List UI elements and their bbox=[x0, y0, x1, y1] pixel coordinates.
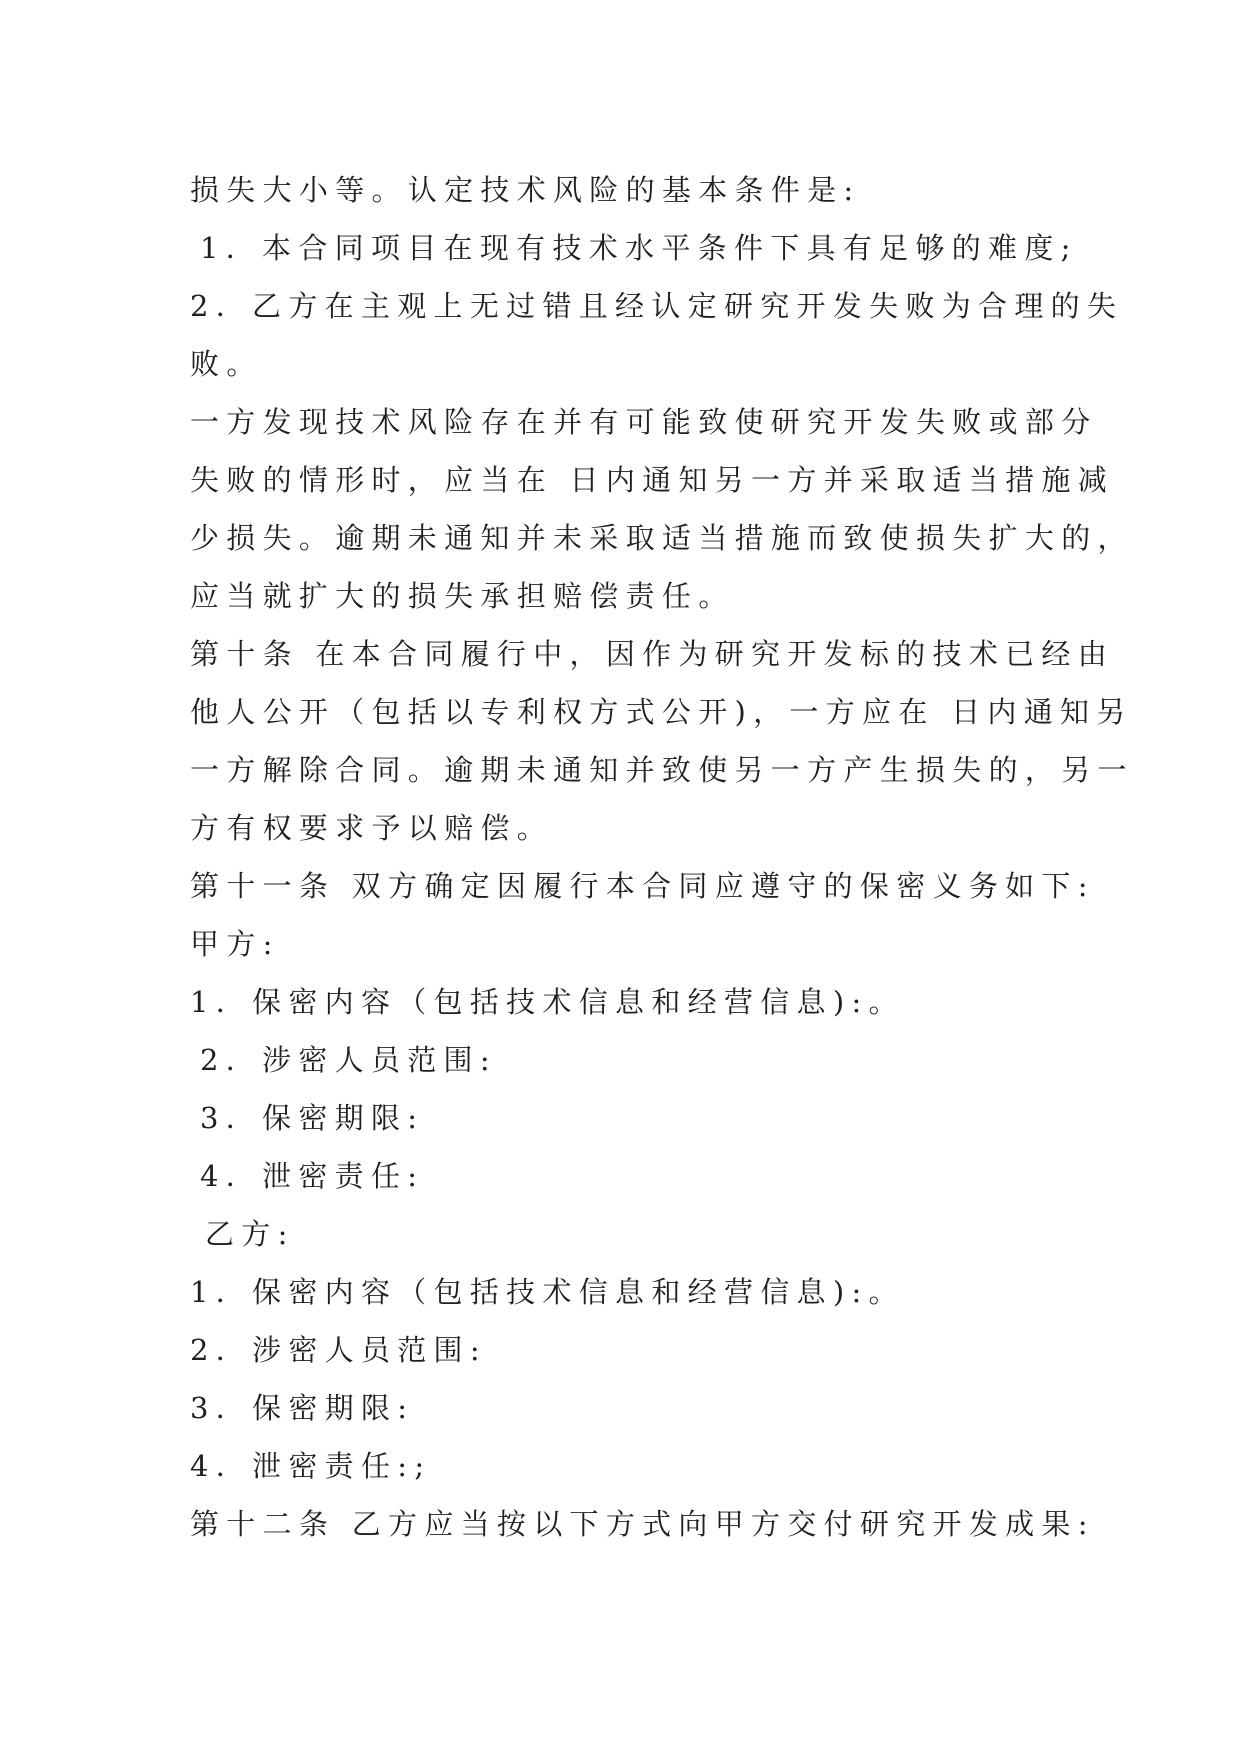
section-heading: 第十条 在本合同履行中，因作为研究开发标的技术已经由 bbox=[190, 637, 1115, 671]
list-item: 4．泄密责任: bbox=[200, 1159, 425, 1193]
text-line: 应当就扩大的损失承担赔偿责任。 bbox=[190, 579, 735, 613]
text-line: 损失大小等。认定技术风险的基本条件是: bbox=[190, 173, 861, 207]
section-heading: 第十二条 乙方应当按以下方式向甲方交付研究开发成果: bbox=[190, 1507, 1095, 1541]
list-item: 2．涉密人员范围: bbox=[190, 1333, 487, 1367]
section-heading: 第十一条 双方确定因履行本合同应遵守的保密义务如下: bbox=[190, 869, 1095, 903]
text-line: 他人公开（包括以专利权方式公开)，一方应在 日内通知另 bbox=[190, 695, 1133, 729]
list-item: 1．保密内容（包括技术信息和经营信息):。 bbox=[190, 985, 905, 1019]
text-line: 失败的情形时，应当在 日内通知另一方并采取适当措施减 bbox=[190, 463, 1115, 497]
text-line: 2．乙方在主观上无过错且经认定研究开发失败为合理的失 bbox=[190, 289, 1124, 323]
party-label: 乙方: bbox=[205, 1217, 295, 1251]
party-label: 甲方: bbox=[190, 927, 280, 961]
text-line: 一方解除合同。逾期未通知并致使另一方产生损失的，另一 bbox=[190, 753, 1134, 787]
text-line: 一方发现技术风险存在并有可能致使研究开发失败或部分 bbox=[190, 405, 1098, 439]
list-item: 3．保密期限: bbox=[190, 1391, 415, 1425]
list-item: 3．保密期限: bbox=[200, 1101, 425, 1135]
text-line: 少损失。逾期未通知并未采取适当措施而致使损失扩大的， bbox=[190, 521, 1134, 555]
text-line: 1．本合同项目在现有技术水平条件下具有足够的难度; bbox=[200, 231, 1078, 265]
list-item: 4．泄密责任:; bbox=[190, 1449, 432, 1483]
text-line: 败。 bbox=[190, 347, 263, 381]
list-item: 2．涉密人员范围: bbox=[200, 1043, 497, 1077]
text-line: 方有权要求予以赔偿。 bbox=[190, 811, 554, 845]
list-item: 1．保密内容（包括技术信息和经营信息):。 bbox=[190, 1275, 905, 1309]
